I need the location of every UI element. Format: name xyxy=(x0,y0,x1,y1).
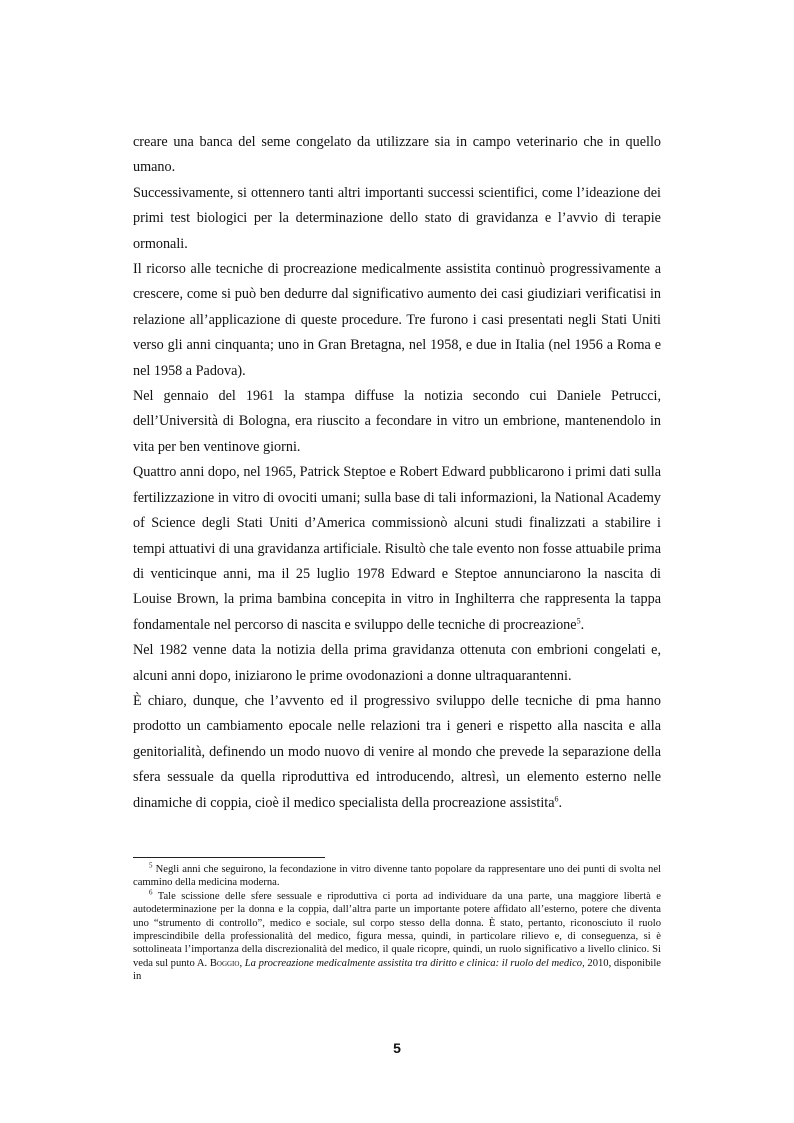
paragraph-4: Nel gennaio del 1961 la stampa diffuse la notizia secondo cui Daniele Petrucci, dell’Università di Bologna, era riuscito a fecondare in vitro un embrione, mantenendolo in vita per ben ventinove giorni. xyxy=(133,388,661,455)
footnote-5 xyxy=(133,863,661,890)
paragraph-3: Il ricorso alle tecniche di procreazione medicalmente assistita continuò progressivamente a crescere, come si può ben dedurre dal significativo aumento dei casi giudiziari verificatisi in relazione all’applicazione di queste procedure. Tre furono i casi presentati negli Stati Uniti verso gli anni cinquanta; uno in Gran Bretagna, nel 1958, e due in Italia (nel 1956 a Roma e nel 1958 a Padova). xyxy=(133,261,661,379)
paragraph-2: Successivamente, si ottennero tanti altri importanti successi scientifici, come l’ideazione dei primi test biologici per la determinazione dello stato di gravidanza e l’avvio di terapie ormonali. xyxy=(133,184,661,252)
paragraph-5 xyxy=(133,460,661,638)
footnote-separator xyxy=(133,857,325,858)
footnote-5-text: Negli anni che seguirono, la fecondazione in vitro divenne tanto popolare da rappresentare uno dei punti di svolta nel cammino della medicina moderna. xyxy=(133,864,661,889)
footnote-ref-5[interactable]: 5 xyxy=(576,615,581,625)
body-text xyxy=(133,130,661,816)
paragraph-7 xyxy=(133,689,661,816)
paragraph-6: Nel 1982 venne data la notizia della prima gravidanza ottenuta con embrioni congelati e, alcuni anni dopo, iniziarono le prime ovodonazioni a donne ultraquarantenni. xyxy=(133,642,661,684)
paragraph-5-text: Quattro anni dopo, nel 1965, Patrick Steptoe e Robert Edward pubblicarono i primi dati sulla fertilizzazione in vitro di ovociti umani; sulla base di tali informazioni, la National Academy of Science degli Stati Uniti d’America commissionò alcuni studi finalizzati a stabilire i tempi attuativi di una gravidanza artificiale. Risultò che tale evento non fosse attuabile prima di venticinque anni, ma il 25 luglio 1978 Edward e Steptoe annunciarono la nascita di Louise Brown, la prima bambina concepita in vitro in Inghilterra che rappresenta la tappa fondamentale nel percorso di nascita e sviluppo delle tecniche di procreazione xyxy=(133,464,661,633)
footnote-6-text: Tale scissione delle sfere sessuale e riproduttiva ci porta ad individuare da una parte, una maggiore libertà e autodeterminazione per la donna e la coppia, dall’altra parte un importante potere affidato all’esterno, potere che diventa uno “strumento di controllo”, medico e sociale, sul corpo stesso della donna. È stato, pertanto, riconosciuto il ruolo imprescindibile della professionalità del medico, figura messa, quindi, in particolare rilievo e, di conseguenza, si è sottolineata l’importanza della discrezionalità del medico, il quale ricopre, quindi, un ruolo significativo a livello clinico. Si veda sul punto A. xyxy=(133,890,661,969)
paragraph-1: creare una banca del seme congelato da utilizzare sia in campo veterinario che in quello umano. xyxy=(133,134,661,176)
footnote-6-title: La procreazione medicalmente assistita tra diritto e clinica: il ruolo del medico, xyxy=(244,957,585,969)
footnote-6-comma: , xyxy=(239,957,243,969)
footnote-ref-6[interactable]: 6 xyxy=(554,793,559,803)
paragraph-7-tail: . xyxy=(558,794,563,811)
footnote-6-tail: 2010, disponibile in xyxy=(133,957,661,983)
footnote-6-author: Boggio xyxy=(209,957,240,969)
page-number: 5 xyxy=(393,1040,401,1056)
footnote-6 xyxy=(133,890,661,984)
footnotes xyxy=(133,863,661,984)
footnote-5-marker: 5 xyxy=(149,861,153,870)
paragraph-5-tail: . xyxy=(580,616,585,633)
paragraph-7-text: È chiaro, dunque, che l’avvento ed il progressivo sviluppo delle tecniche di pma hanno prodotto un cambiamento epocale nelle relazioni tra i generi e rispetto alla nascita e alla genitorialità, definendo un modo nuovo di venire al mondo che prevede la separazione della sfera sessuale da quella riproduttiva ed introducendo, altresì, un elemento esterno nelle dinamiche di coppia, cioè il medico specialista della procreazione assistita xyxy=(133,692,661,811)
footnote-6-marker: 6 xyxy=(149,888,153,897)
